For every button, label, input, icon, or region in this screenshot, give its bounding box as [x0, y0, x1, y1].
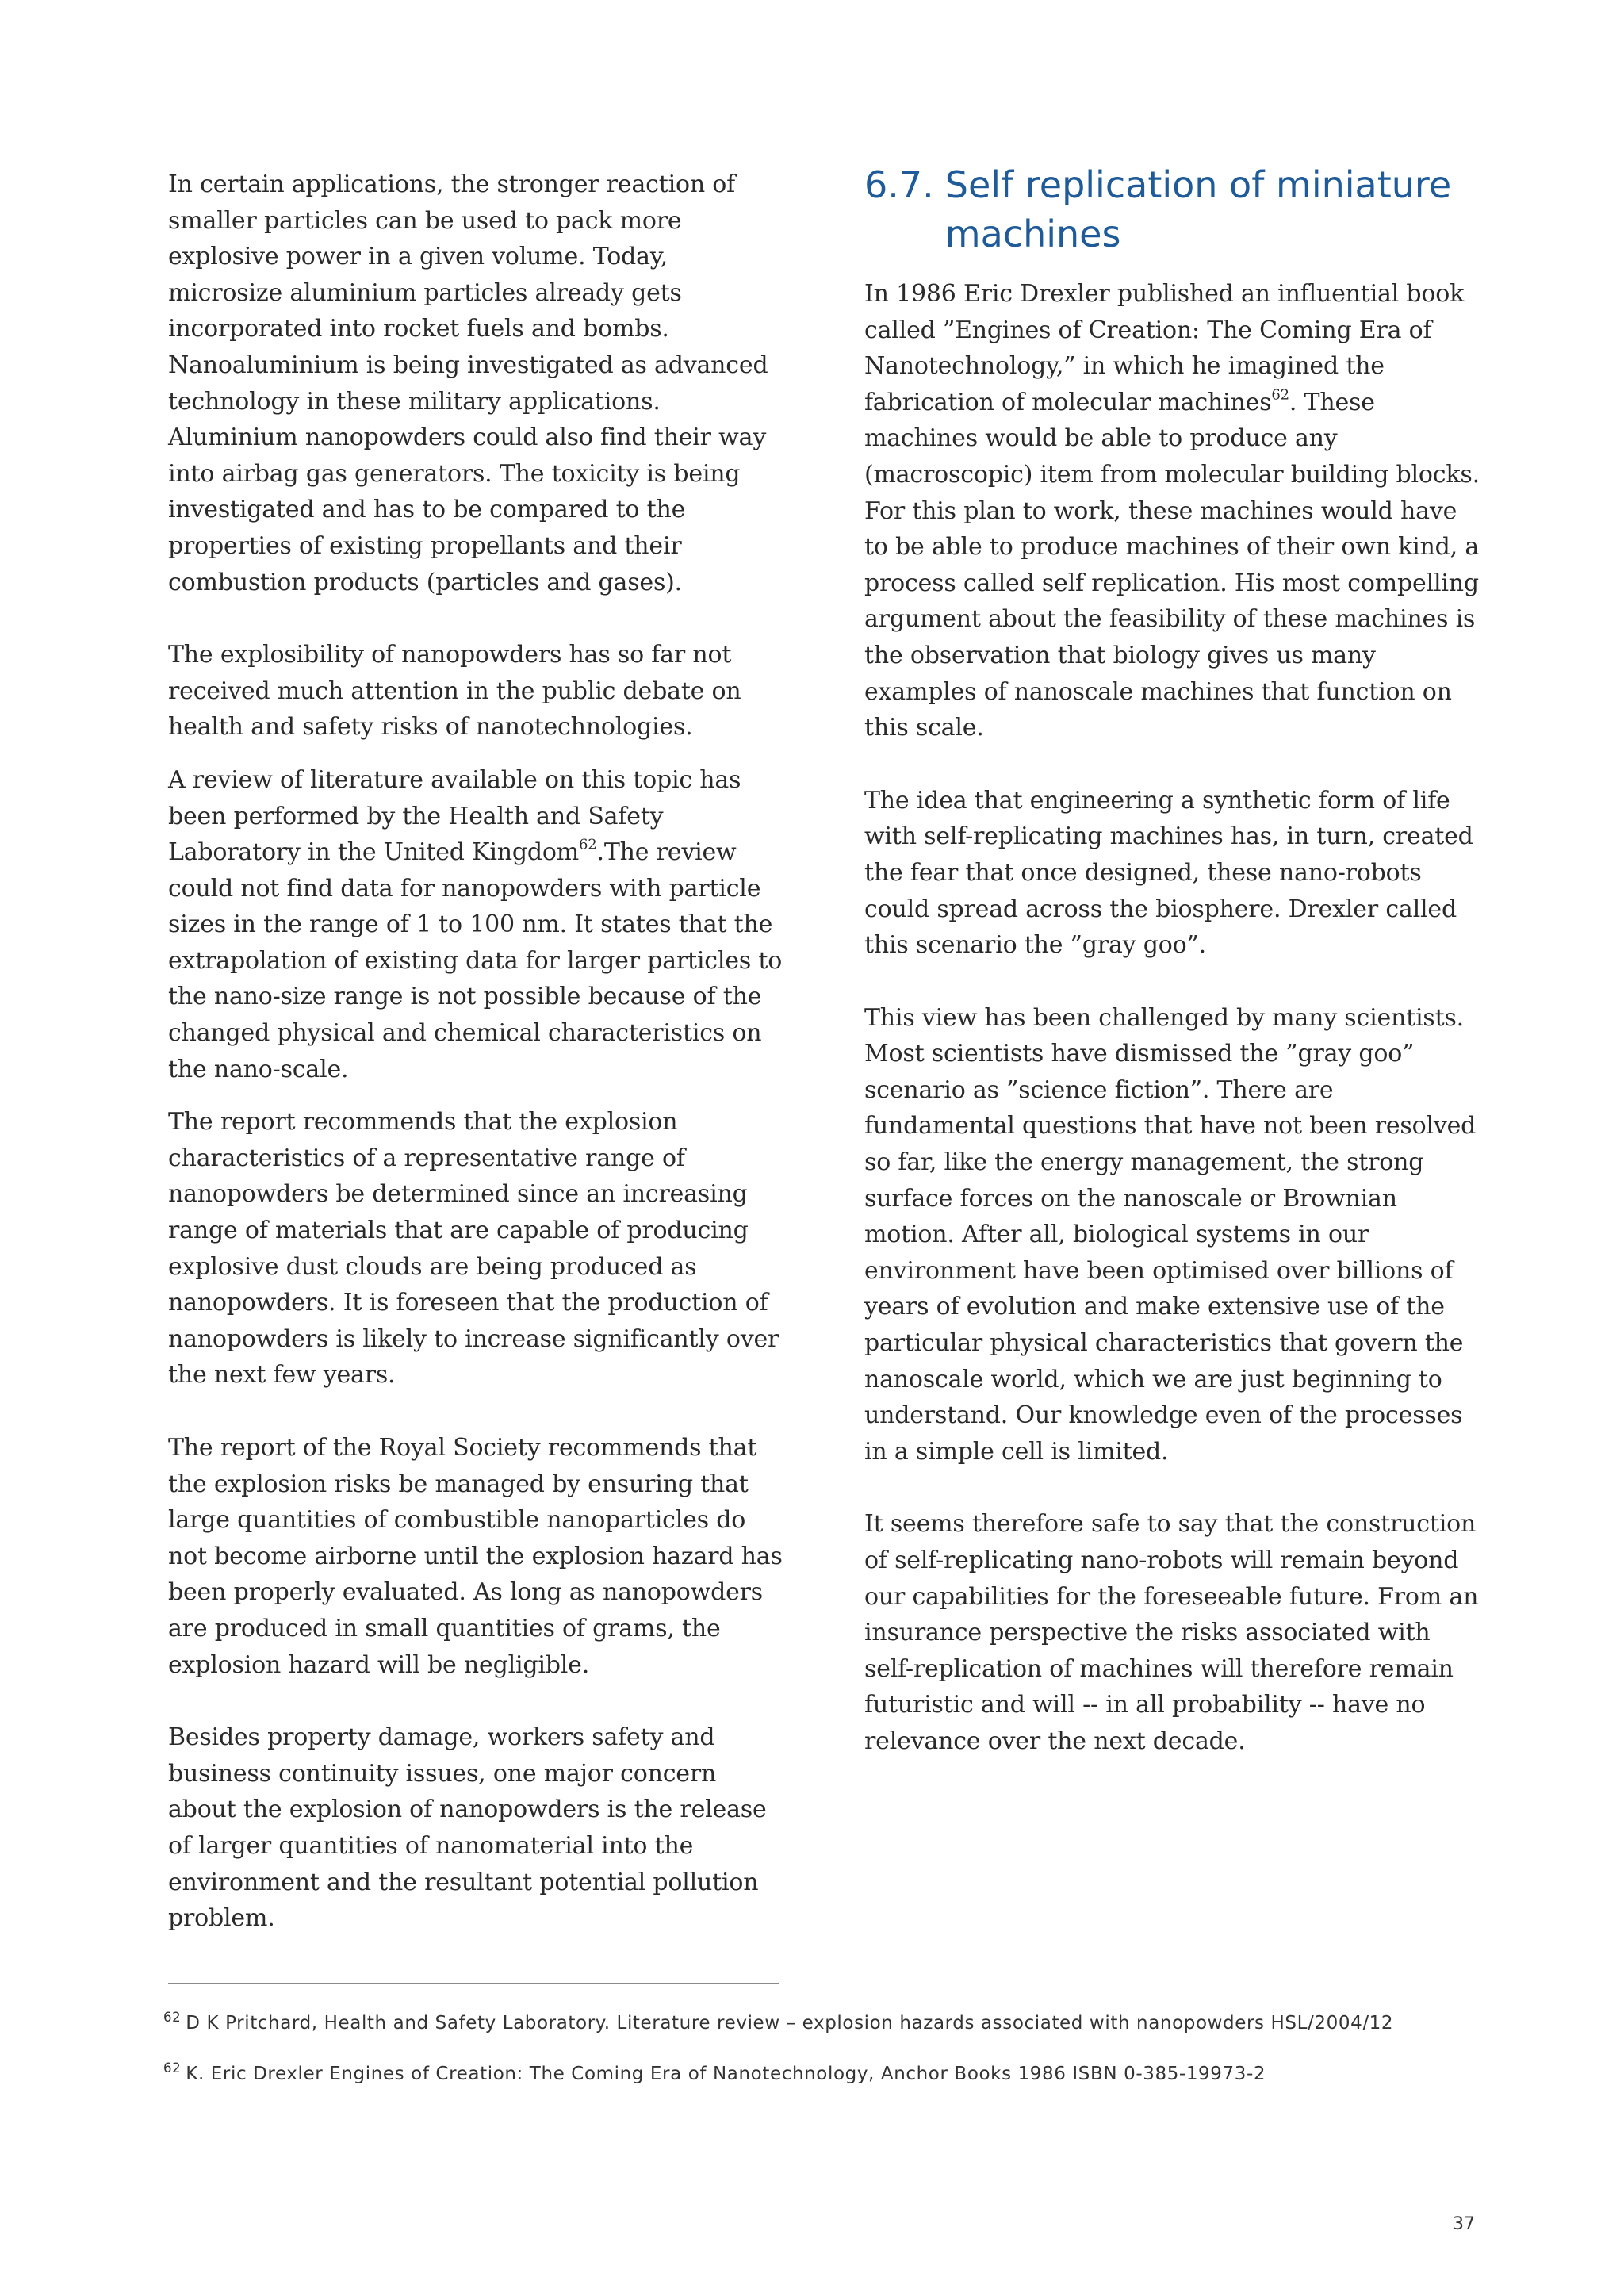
section-number: 6.7.	[864, 163, 934, 206]
paragraph-challenged-view: This view has been challenged by many scientists. Most scientists have dismissed the ”gray goo” scenario as ”science fiction”. There are fundamental questions that have not been resolved so far, like the energy management, the strong surface forces on the nanoscale or Brownian motion. After all, biological systems in our environment have been optimised over billions of years of evolution and make extensive use of the particular physical characteristics that govern the nanoscale world, which we are just beginning to understand. Our knowledge even of the processes in a simple cell is limited.	[864, 1003, 1477, 1466]
footnote-item	[163, 2060, 1511, 2087]
paragraph-aluminium-applications: In certain applications, the stronger reaction of smaller particles can be used to pack more explosive power in a given volume. Today, microsize aluminium particles already gets incorporated into rocket fuels and bombs. Nanoaluminium is being investigated as advanced technology in these military applications. Aluminium nanopowders could also find their way into airbag gas generators. The toxicity is being investigated and has to be compared to the properties of existing propellants and their combustion products (particles and gases).	[168, 171, 768, 596]
right-column	[864, 163, 1483, 1760]
paragraph-pollution-concern: Besides property damage, workers safety and business continuity issues, one major concern about the explosion of nanopowders is the release of larger quantities of nanomaterial into the environment and the resultant potential pollution problem.	[168, 1723, 767, 1933]
paragraph-literature-review	[168, 762, 787, 1087]
footnote-text: D K Pritchard, Health and Safety Laboratory. Literature review – explosion hazards associated with nanopowders HSL/2004/12	[186, 2013, 1394, 2033]
paragraph-conclusion: It seems therefore safe to say that the construction of self-replicating nano-robots will remain beyond our capabilities for the foreseeable future. From an insurance perspective the risks associated with self-replication of machines will therefore remain futuristic and will -- in all probability -- have no relevance over the next decade.	[864, 1510, 1479, 1755]
footnotes	[163, 2010, 1511, 2087]
page-number: 37	[1453, 2214, 1475, 2234]
left-column	[168, 167, 787, 1937]
paragraph-text: A review of literature available on this topic has been performed by the Health and Safety Laboratory in the United Kingdom	[168, 765, 741, 867]
footnote-reference[interactable]: 62	[578, 836, 597, 853]
paragraph-report-recommendation: The report recommends that the explosion characteristics of a representative range of nanopowders be determined since an increasing range of materials that are capable of producing explosive dust clouds are being produced as nanopowders. It is foreseen that the production of nanopowders is likely to increase significantly over the next few years.	[168, 1108, 779, 1389]
paragraph-explosibility: The explosibility of nanopowders has so far not received much attention in the public debate on health and safety risks of nanotechnologies.	[168, 641, 741, 742]
paragraph-drexler-book	[864, 276, 1483, 746]
paragraph-royal-society: The report of the Royal Society recommends that the explosion risks be managed by ensuring that large quantities of combustible nanoparticles do not become airborne until the explosion hazard has been properly evaluated. As long as nanopowders are produced in small quantities of grams, the explosion hazard will be negligible.	[168, 1434, 783, 1679]
footnote-divider	[168, 1983, 779, 1984]
footnote-marker: 62	[163, 2009, 182, 2025]
footnote-item	[163, 2010, 1511, 2037]
paragraph-text: .The review could not find data for nanopowders with particle sizes in the range of 1 to 100 nm. It states that the extrapolation of existing data for larger particles to the nano-size range is not possible because of the changed physical and chemical characteristics on the nano-scale.	[168, 838, 783, 1083]
section-heading	[864, 160, 1483, 259]
footnote-text: K. Eric Drexler Engines of Creation: The Coming Era of Nanotechnology, Anchor Books 1986 ISBN 0-385-19973-2	[186, 2064, 1266, 2084]
paragraph-text: In 1986 Eric Drexler published an influential book called ”Engines of Creation: The Coming Era of Nanotechnology,” in which he imagined the fabrication of molecular machines	[864, 280, 1465, 416]
paragraph-gray-goo: The idea that engineering a synthetic form of life with self-replicating machines has, in turn, created the fear that once designed, these nano-robots could spread across the biosphere. Drexler called this scenario the ”gray goo”.	[864, 786, 1473, 960]
paragraph-text: . These machines would be able to produce any (macroscopic) item from molecular building blocks. For this plan to work, these machines would have to be able to produce machines of their own kind, a process called self replication. His most compelling argument about the feasibility of these machines is the observation that biology gives us many examples of nanoscale machines that function on this scale.	[864, 388, 1480, 742]
footnote-marker: 62	[163, 2060, 182, 2076]
section-title: Self replication of miniature machines	[944, 163, 1452, 255]
footnote-reference[interactable]: 62	[1271, 386, 1289, 404]
